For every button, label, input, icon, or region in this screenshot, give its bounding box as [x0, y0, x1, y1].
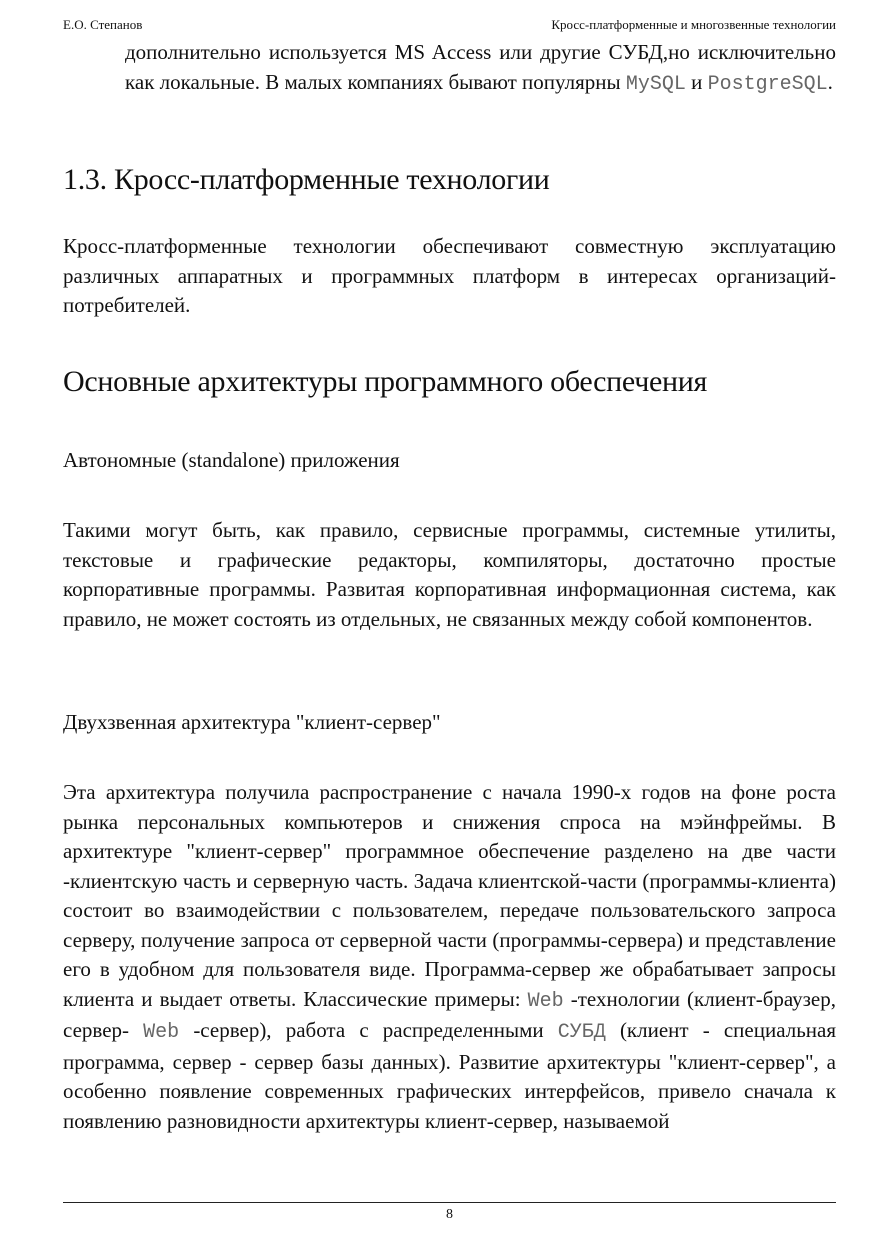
intro-conjunction: и: [685, 69, 708, 94]
client-server-text-2: -технологии (клиент-браузер, сервер-: [63, 986, 836, 1042]
intro-paragraph-block: [125, 38, 836, 99]
web-term: Web: [143, 1021, 180, 1044]
client-server-paragraph: [63, 778, 836, 1136]
client-server-text-3: -сервер), работа с распределенными: [179, 1018, 558, 1042]
architectures-heading-block: [63, 364, 836, 400]
standalone-text-block: [63, 516, 836, 634]
section-heading-block: [63, 162, 836, 198]
footer-rule: [63, 1202, 836, 1203]
page-number: 8: [446, 1207, 453, 1222]
standalone-paragraph: Такими могут быть, как правило, сервисные программы, системные утилиты, текстовые и графические редакторы, компиляторы, достаточно простые корпоративные программы. Развитая корпоративная информационная система, как правило, не может состоять из отдельных, не связанных между собой компонентов.: [63, 518, 836, 631]
client-server-text-1: Эта архитектура получила распространение с начала 1990-х годов на фоне роста рынка персональных компьютеров и снижения спроса на мэйнфреймы. В архитектуре "клиент-сервер" программное обеспечение разделено на две части -клиентскую часть и серверную часть. Задача клиентской-части (программы-клиента) состоит во взаимодействии с пользователем, передаче пользовательского запроса серверу, получение запроса от серверной части (программы-сервера) и представление его в удобном для пользователя виде. Программа-сервер же обрабатывает запросы клиента и выдает ответы. Классические примеры:: [63, 780, 836, 1011]
header-author: Е.О. Степанов: [63, 17, 143, 32]
header-book-title: Кросс-платформенные и многозвенные технологии: [551, 17, 836, 32]
architectures-heading: Основные архитектуры программного обеспечения: [63, 365, 708, 398]
definition-paragraph: Кросс-платформенные технологии обеспечивают совместную эксплуатацию различных аппаратных и программных платформ в интересах организаций-потребителей.: [63, 234, 836, 317]
definition-block: [63, 232, 836, 321]
dbms-term: СУБД: [557, 1021, 606, 1044]
client-server-title-block: [63, 708, 836, 736]
web-term: Web: [527, 989, 564, 1013]
intro-period: .: [827, 69, 833, 94]
standalone-title: Автономные (standalone) приложения: [63, 448, 400, 472]
mysql-term: MySQL: [625, 72, 686, 96]
section-heading: 1.3. Кросс-платформенные технологии: [63, 163, 550, 196]
document-page: [63, 0, 836, 1241]
client-server-text-block: [63, 778, 836, 1136]
client-server-text-4: (клиент - специальная программа, сервер - сервер базы данных). Развитие архитектуры "клиент-сервер", а особенно появление современных графических интерфейсов, привело сначала к появлению разновидности архитектуры клиент-сервер, называемой: [63, 1018, 836, 1133]
postgresql-term: PostgreSQL: [707, 72, 828, 96]
standalone-title-block: [63, 446, 836, 474]
intro-paragraph: [125, 38, 836, 99]
intro-text: дополнительно используется MS Access или другие СУБД,но исключительно как локальные. В малых компаниях бывают популярны: [125, 40, 836, 94]
client-server-title: Двухзвенная архитектура "клиент-сервер": [63, 710, 441, 734]
